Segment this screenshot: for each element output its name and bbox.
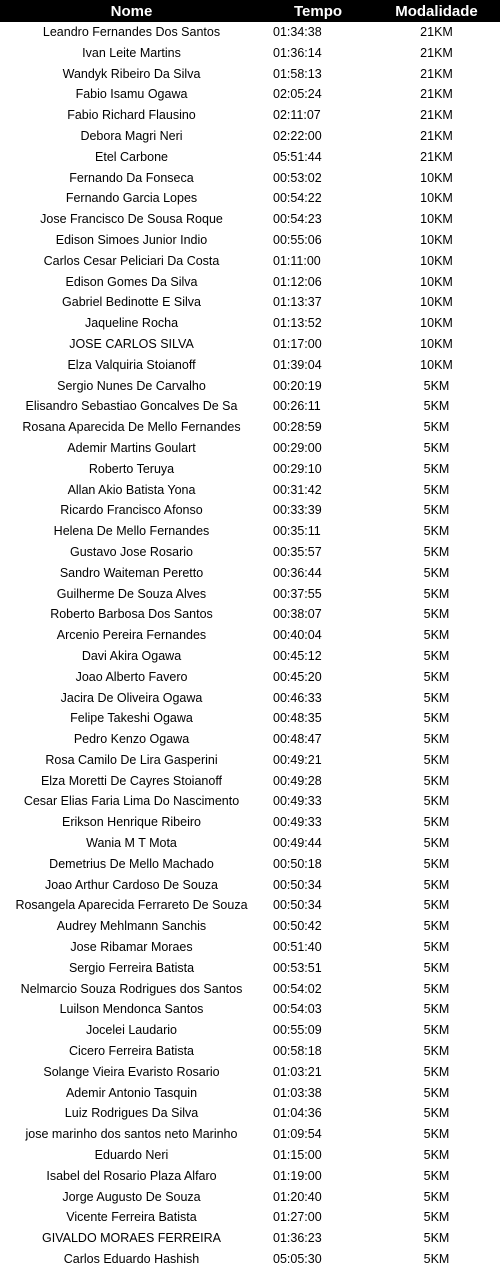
table-row — [0, 625, 500, 646]
cell-time: 00:50:34 — [273, 877, 322, 892]
cell-modality: 5KM — [423, 420, 450, 435]
cell-time: 01:27:00 — [273, 1210, 322, 1225]
cell-name: Fernando Garcia Lopes — [65, 191, 198, 206]
cell-modality: 21KM — [420, 45, 453, 60]
cell-name: Carlos Cesar Peliciari Da Costa — [43, 253, 220, 268]
table-row — [0, 688, 500, 709]
cell-modality: 10KM — [420, 253, 453, 268]
cell-modality: 5KM — [423, 856, 450, 871]
cell-modality: 5KM — [423, 669, 450, 684]
table-row — [0, 937, 500, 958]
cell-modality: 10KM — [420, 295, 453, 310]
cell-modality: 5KM — [423, 565, 450, 580]
cell-name: Solange Vieira Evaristo Rosario — [43, 1064, 220, 1079]
cell-time: 01:34:38 — [273, 25, 322, 39]
cell-time: 00:54:22 — [273, 191, 322, 206]
cell-time: 01:39:04 — [273, 357, 322, 372]
cell-time: 00:46:33 — [273, 690, 322, 705]
cell-time: 00:36:44 — [273, 565, 322, 580]
cell-time: 01:03:38 — [273, 1085, 322, 1100]
cell-time: 00:48:35 — [273, 711, 322, 726]
cell-time: 01:36:14 — [273, 45, 322, 60]
cell-time: 00:54:03 — [273, 1002, 322, 1017]
table-row — [0, 584, 500, 605]
cell-name: Ivan Leite Martins — [82, 45, 181, 60]
cell-time: 01:13:52 — [273, 316, 322, 331]
table-row — [0, 1249, 500, 1270]
cell-name: Jose Francisco De Sousa Roque — [40, 212, 223, 227]
cell-modality: 5KM — [423, 815, 450, 830]
cell-modality: 5KM — [423, 544, 450, 559]
cell-modality: 5KM — [423, 1085, 450, 1100]
cell-modality: 5KM — [423, 607, 450, 622]
cell-modality: 5KM — [423, 690, 450, 705]
cell-time: 01:13:37 — [273, 295, 322, 310]
cell-name: Ademir Martins Goulart — [67, 440, 196, 455]
cell-name: Demetrius De Mello Machado — [49, 856, 214, 871]
table-row — [0, 1228, 500, 1249]
cell-name: Sergio Ferreira Batista — [68, 960, 195, 975]
table-row — [0, 209, 500, 230]
cell-time: 00:54:02 — [273, 981, 322, 996]
cell-name: Roberto Teruya — [88, 461, 175, 476]
cell-time: 00:49:33 — [273, 815, 322, 830]
table-row — [0, 230, 500, 251]
table-row — [0, 64, 500, 85]
cell-time: 01:19:00 — [273, 1168, 322, 1183]
table-row — [0, 1103, 500, 1124]
table-row — [0, 542, 500, 563]
cell-modality: 10KM — [420, 316, 453, 331]
cell-modality: 10KM — [420, 170, 453, 185]
cell-name: Cesar Elias Faria Lima Do Nascimento — [23, 794, 240, 809]
cell-name: Gustavo Jose Rosario — [70, 544, 193, 559]
cell-time: 01:58:13 — [273, 66, 322, 81]
table-row — [0, 1124, 500, 1145]
cell-name: Jose Ribamar Moraes — [70, 940, 193, 955]
cell-name: Joao Arthur Cardoso De Souza — [44, 877, 219, 892]
cell-name: Arcenio Pereira Fernandes — [56, 628, 207, 643]
cell-name: Debora Magri Neri — [80, 128, 183, 143]
cell-name: Allan Akio Batista Yona — [67, 482, 196, 497]
cell-time: 01:17:00 — [273, 336, 322, 351]
cell-name: Carlos Eduardo Hashish — [63, 1252, 200, 1267]
cell-modality: 21KM — [420, 87, 453, 102]
table-row — [0, 1083, 500, 1104]
cell-time: 01:04:36 — [273, 1106, 322, 1121]
cell-modality: 5KM — [423, 773, 450, 788]
cell-name: Helena De Mello Fernandes — [53, 524, 210, 539]
table-row — [0, 1062, 500, 1083]
table-row — [0, 1041, 500, 1062]
cell-time: 01:12:06 — [273, 274, 322, 289]
cell-time: 00:55:09 — [273, 1023, 322, 1038]
cell-name: Etel Carbone — [95, 149, 168, 164]
cell-modality: 5KM — [423, 981, 450, 996]
table-row — [0, 334, 500, 355]
cell-time: 00:53:51 — [273, 960, 322, 975]
table-row — [0, 916, 500, 937]
cell-modality: 5KM — [423, 378, 450, 393]
table-row — [0, 667, 500, 688]
cell-name: Guilherme De Souza Alves — [56, 586, 207, 601]
cell-name: Luilson Mendonca Santos — [59, 1002, 204, 1017]
table-row — [0, 22, 500, 43]
cell-name: Luiz Rodrigues Da Silva — [64, 1106, 199, 1121]
cell-name: Isabel del Rosario Plaza Alfaro — [46, 1168, 217, 1183]
cell-time: 00:20:19 — [273, 378, 322, 393]
cell-modality: 5KM — [423, 503, 450, 518]
cell-name: GIVALDO MORAES FERREIRA — [42, 1231, 221, 1246]
cell-name: Erikson Henrique Ribeiro — [62, 815, 201, 830]
table-row — [0, 812, 500, 833]
cell-time: 05:05:30 — [273, 1252, 322, 1267]
table-row — [0, 895, 500, 916]
cell-modality: 10KM — [420, 232, 453, 247]
cell-name: Edison Simoes Junior Indio — [55, 232, 208, 247]
cell-time: 00:31:42 — [273, 482, 322, 497]
table-row — [0, 791, 500, 812]
table-row — [0, 1020, 500, 1041]
cell-modality: 5KM — [423, 524, 450, 539]
table-row — [0, 1166, 500, 1187]
table-row — [0, 521, 500, 542]
cell-time: 00:54:23 — [273, 212, 322, 227]
table-row — [0, 750, 500, 771]
cell-modality: 10KM — [420, 336, 453, 351]
cell-time: 02:22:00 — [273, 128, 322, 143]
cell-modality: 5KM — [423, 648, 450, 663]
cell-time: 00:50:18 — [273, 856, 322, 871]
table-row — [0, 292, 500, 313]
cell-time: 00:38:07 — [273, 607, 322, 622]
cell-modality: 5KM — [423, 1064, 450, 1079]
table-row — [0, 854, 500, 875]
cell-time: 00:28:59 — [273, 420, 322, 435]
cell-modality: 5KM — [423, 1252, 450, 1267]
cell-time: 01:11:00 — [273, 253, 321, 268]
cell-modality: 5KM — [423, 960, 450, 975]
table-row — [0, 604, 500, 625]
cell-name: Fernando Da Fonseca — [69, 170, 194, 185]
cell-time: 00:29:10 — [273, 461, 322, 476]
header-modality: Modalidade — [373, 0, 500, 22]
table-row — [0, 459, 500, 480]
cell-modality: 5KM — [423, 1148, 450, 1163]
cell-name: Roberto Barbosa Dos Santos — [50, 607, 213, 622]
cell-modality: 5KM — [423, 461, 450, 476]
cell-modality: 5KM — [423, 940, 450, 955]
cell-name: Elisandro Sebastiao Goncalves De Sa — [25, 399, 238, 414]
cell-name: Leandro Fernandes Dos Santos — [42, 25, 221, 39]
table-row — [0, 396, 500, 417]
cell-time: 00:26:11 — [273, 399, 321, 414]
table-row — [0, 500, 500, 521]
table-row — [0, 1187, 500, 1208]
table-row — [0, 979, 500, 1000]
cell-name: Jacira De Oliveira Ogawa — [60, 690, 203, 705]
table-row — [0, 729, 500, 750]
cell-name: jose marinho dos santos neto Marinho — [25, 1127, 238, 1142]
cell-name: Elza Moretti De Cayres Stoianoff — [40, 773, 223, 788]
cell-time: 02:05:24 — [273, 87, 322, 102]
cell-modality: 5KM — [423, 752, 450, 767]
table-row — [0, 147, 500, 168]
cell-modality: 5KM — [423, 877, 450, 892]
table-row — [0, 188, 500, 209]
cell-name: Edison Gomes Da Silva — [65, 274, 198, 289]
cell-modality: 5KM — [423, 794, 450, 809]
cell-modality: 5KM — [423, 1231, 450, 1246]
cell-name: Felipe Takeshi Ogawa — [70, 711, 193, 726]
table-row — [0, 771, 500, 792]
table-row — [0, 376, 500, 397]
cell-time: 00:37:55 — [273, 586, 322, 601]
cell-name: Eduardo Neri — [94, 1148, 169, 1163]
cell-modality: 5KM — [423, 898, 450, 913]
table-row — [0, 251, 500, 272]
cell-time: 00:50:34 — [273, 898, 322, 913]
cell-name: Rosangela Aparecida Ferrareto De Souza — [15, 898, 248, 913]
table-row — [0, 708, 500, 729]
cell-time: 00:45:12 — [273, 648, 322, 663]
cell-time: 00:49:28 — [273, 773, 322, 788]
table-row — [0, 999, 500, 1020]
cell-modality: 21KM — [420, 108, 453, 123]
cell-time: 00:49:44 — [273, 836, 322, 851]
cell-modality: 10KM — [420, 274, 453, 289]
cell-time: 01:36:23 — [273, 1231, 322, 1246]
cell-time: 00:49:33 — [273, 794, 322, 809]
cell-time: 02:11:07 — [273, 108, 321, 123]
cell-name: Fabio Richard Flausino — [67, 108, 196, 123]
cell-name: Jocelei Laudario — [85, 1023, 178, 1038]
table-row — [0, 43, 500, 64]
cell-time: 00:55:06 — [273, 232, 322, 247]
cell-modality: 5KM — [423, 1210, 450, 1225]
cell-name: Sandro Waiteman Peretto — [59, 565, 204, 580]
table-row — [0, 875, 500, 896]
cell-modality: 5KM — [423, 586, 450, 601]
cell-name: Jaqueline Rocha — [84, 316, 179, 331]
table-row — [0, 646, 500, 667]
cell-time: 00:29:00 — [273, 440, 322, 455]
table-row — [0, 168, 500, 189]
cell-modality: 5KM — [423, 1106, 450, 1121]
table-row — [0, 1207, 500, 1228]
table-row — [0, 313, 500, 334]
table-row — [0, 1145, 500, 1166]
cell-name: Elza Valquiria Stoianoff — [67, 357, 196, 372]
cell-modality: 5KM — [423, 836, 450, 851]
cell-time: 00:35:11 — [273, 524, 321, 539]
cell-name: JOSE CARLOS SILVA — [69, 336, 194, 351]
cell-time: 00:53:02 — [273, 170, 322, 185]
cell-modality: 10KM — [420, 212, 453, 227]
table-row — [0, 480, 500, 501]
cell-name: Cicero Ferreira Batista — [68, 1044, 195, 1059]
cell-modality: 21KM — [420, 149, 453, 164]
cell-name: Jorge Augusto De Souza — [62, 1189, 201, 1204]
cell-time: 00:58:18 — [273, 1044, 322, 1059]
cell-modality: 5KM — [423, 440, 450, 455]
table-row — [0, 958, 500, 979]
cell-name: Ricardo Francisco Afonso — [60, 503, 203, 518]
cell-modality: 21KM — [420, 66, 453, 81]
cell-name: Ademir Antonio Tasquin — [65, 1085, 198, 1100]
header-name: Nome — [0, 0, 263, 22]
cell-name: Vicente Ferreira Batista — [66, 1210, 197, 1225]
cell-name: Rosana Aparecida De Mello Fernandes — [22, 420, 241, 435]
cell-name: Nelmarcio Souza Rodrigues dos Santos — [20, 981, 243, 996]
cell-time: 00:49:21 — [273, 752, 322, 767]
cell-modality: 5KM — [423, 732, 450, 747]
cell-modality: 5KM — [423, 1189, 450, 1204]
cell-name: Rosa Camilo De Lira Gasperini — [45, 752, 218, 767]
cell-name: Fabio Isamu Ogawa — [75, 87, 188, 102]
table-row — [0, 417, 500, 438]
cell-time: 00:48:47 — [273, 732, 322, 747]
cell-modality: 5KM — [423, 919, 450, 934]
cell-time: 01:09:54 — [273, 1127, 322, 1142]
table-row — [0, 833, 500, 854]
table-row — [0, 272, 500, 293]
cell-modality: 5KM — [423, 628, 450, 643]
cell-time: 01:03:21 — [273, 1064, 322, 1079]
cell-name: Wania M T Mota — [86, 836, 177, 851]
table-row — [0, 355, 500, 376]
cell-time: 00:51:40 — [273, 940, 322, 955]
cell-time: 00:45:20 — [273, 669, 322, 684]
table-row — [0, 438, 500, 459]
cell-name: Wandyk Ribeiro Da Silva — [62, 66, 201, 81]
cell-time: 05:51:44 — [273, 149, 322, 164]
cell-modality: 5KM — [423, 1023, 450, 1038]
cell-time: 00:40:04 — [273, 628, 322, 643]
table-row — [0, 84, 500, 105]
table-row — [0, 563, 500, 584]
table-row — [0, 126, 500, 147]
cell-modality: 5KM — [423, 399, 450, 414]
cell-time: 01:20:40 — [273, 1189, 322, 1204]
cell-modality: 5KM — [423, 482, 450, 497]
cell-modality: 5KM — [423, 1002, 450, 1017]
cell-name: Audrey Mehlmann Sanchis — [56, 919, 207, 934]
cell-name: Pedro Kenzo Ogawa — [73, 732, 190, 747]
header-time: Tempo — [263, 0, 373, 22]
cell-modality: 10KM — [420, 191, 453, 206]
cell-modality: 5KM — [423, 711, 450, 726]
cell-name: Davi Akira Ogawa — [81, 648, 182, 663]
header-row — [0, 0, 500, 22]
cell-modality: 10KM — [420, 357, 453, 372]
cell-modality: 21KM — [420, 25, 453, 39]
cell-time: 00:50:42 — [273, 919, 322, 934]
cell-modality: 5KM — [423, 1168, 450, 1183]
cell-modality: 21KM — [420, 128, 453, 143]
cell-modality: 5KM — [423, 1127, 450, 1142]
cell-modality: 5KM — [423, 1044, 450, 1059]
cell-name: Sergio Nunes De Carvalho — [57, 378, 206, 393]
cell-time: 00:33:39 — [273, 503, 322, 518]
table-row — [0, 105, 500, 126]
cell-name: Joao Alberto Favero — [75, 669, 188, 684]
cell-name: Gabriel Bedinotte E Silva — [62, 295, 201, 310]
cell-time: 01:15:00 — [273, 1148, 322, 1163]
cell-time: 00:35:57 — [273, 544, 322, 559]
